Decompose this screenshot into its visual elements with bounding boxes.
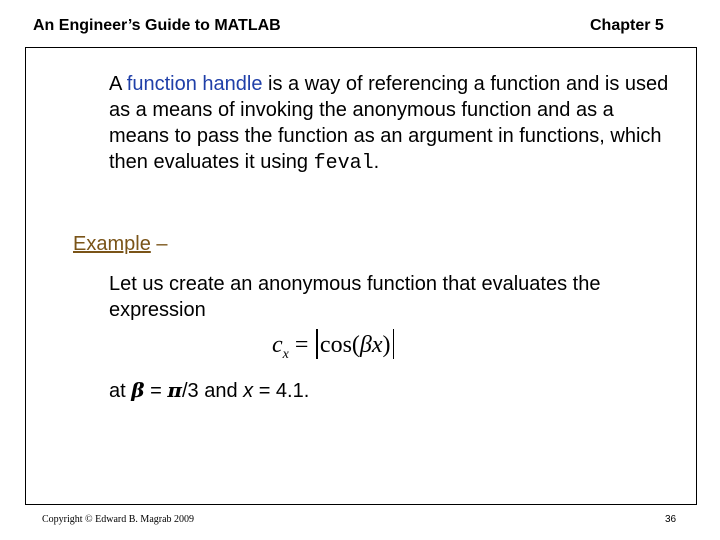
paragraph-example: Let us create an anonymous function that evaluates the expression xyxy=(109,273,601,321)
header-chapter: Chapter 5 xyxy=(590,17,664,34)
example-label: Example xyxy=(73,233,151,255)
p3-div: /3 and xyxy=(181,380,244,402)
formula-func: cos( xyxy=(319,332,360,358)
formula-x: x xyxy=(371,332,383,358)
paragraph-values xyxy=(109,377,309,404)
footer-copyright: Copyright © Edward B. Magrab 2009 xyxy=(42,514,195,525)
x-variable: x xyxy=(243,380,254,402)
formula-lhs: c xyxy=(272,332,283,358)
para1-end: . xyxy=(373,151,380,173)
formula-equals: = xyxy=(288,332,315,358)
formula-subscript: x xyxy=(282,347,289,362)
p3-equals: = xyxy=(144,380,168,402)
example-heading xyxy=(73,231,168,257)
page-number: 36 xyxy=(665,514,677,525)
paragraph-function-handle xyxy=(109,71,669,177)
formula-close: ) xyxy=(382,332,391,358)
abs-bar-right xyxy=(393,329,395,359)
para1-after: is a way of referencing a function and is used as a means of invoking the anonymous function and as a means to pass the function as an argument in functions, which then evaluates it using xyxy=(109,73,669,173)
beta-symbol: β xyxy=(131,378,145,402)
pi-symbol: π xyxy=(167,378,182,402)
para1-before: A xyxy=(109,73,127,95)
example-dash: – xyxy=(150,233,168,255)
header-title: An Engineer’s Guide to MATLAB xyxy=(33,17,281,34)
p3-at: at xyxy=(109,380,132,402)
function-handle-term: function handle xyxy=(126,73,263,95)
formula xyxy=(272,329,396,362)
feval-code: feval xyxy=(313,152,374,175)
formula-beta: β xyxy=(359,332,372,358)
abs-bar-left xyxy=(316,329,318,359)
p3-value: = 4.1. xyxy=(253,380,310,402)
